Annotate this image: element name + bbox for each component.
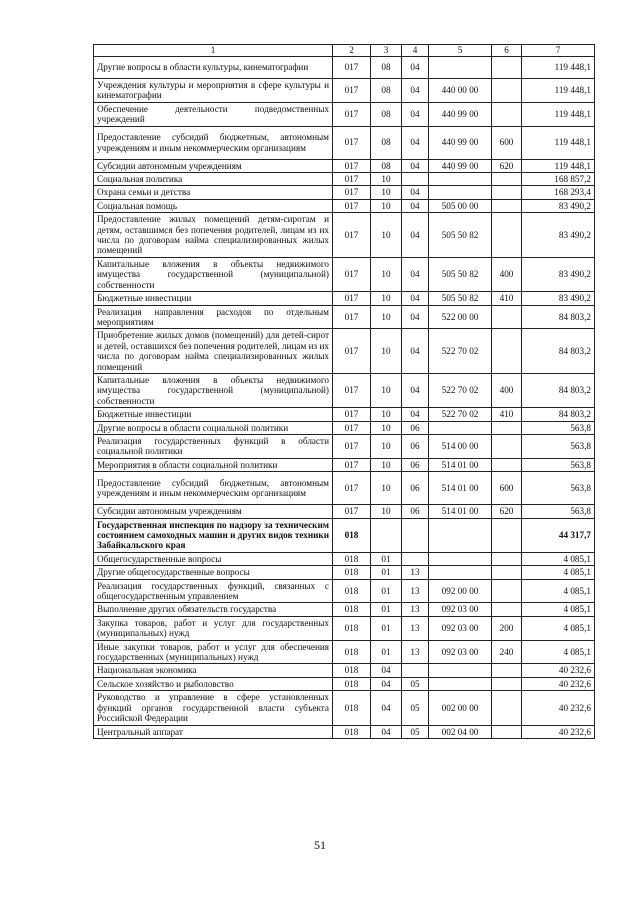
table-cell-admin: 017 bbox=[333, 472, 371, 505]
table-cell-subsection bbox=[402, 664, 429, 677]
table-cell-section: 01 bbox=[371, 603, 402, 616]
table-cell-subsection: 04 bbox=[402, 159, 429, 172]
table-row bbox=[94, 186, 595, 199]
table-cell-name: Бюджетные инвестиции bbox=[94, 408, 333, 421]
table-cell-amount: 119 448,1 bbox=[522, 57, 595, 79]
table-cell-amount: 83 490,2 bbox=[522, 257, 595, 291]
table-cell-amount: 119 448,1 bbox=[522, 126, 595, 159]
table-cell-name: Субсидии автономным учреждениям bbox=[94, 505, 333, 518]
table-cell-target bbox=[429, 566, 492, 579]
table-row bbox=[94, 677, 595, 690]
table-cell-subsection: 04 bbox=[402, 292, 429, 305]
table-cell-target: 092 03 00 bbox=[429, 616, 492, 640]
table-cell-subsection: 05 bbox=[402, 725, 429, 738]
table-cell-section: 10 bbox=[371, 458, 402, 471]
table-cell-expense-type bbox=[492, 79, 522, 103]
table-cell-subsection: 13 bbox=[402, 579, 429, 603]
table-cell-amount: 83 490,2 bbox=[522, 292, 595, 305]
table-cell-target: 514 01 00 bbox=[429, 505, 492, 518]
table-cell-name: Предоставление субсидий бюджетным, автономным учреждениям и иным некоммерческим организациям bbox=[94, 472, 333, 505]
table-cell-subsection: 13 bbox=[402, 566, 429, 579]
table-cell-target: 440 00 00 bbox=[429, 79, 492, 103]
table-cell-admin: 018 bbox=[333, 677, 371, 690]
table-cell-section: 10 bbox=[371, 257, 402, 291]
table-cell-amount: 168 293,4 bbox=[522, 186, 595, 199]
table-cell-target: 440 99 00 bbox=[429, 102, 492, 126]
table-cell-amount: 119 448,1 bbox=[522, 159, 595, 172]
table-cell-name: Социальная помощь bbox=[94, 199, 333, 212]
table-row bbox=[94, 173, 595, 186]
table-cell-amount: 44 317,7 bbox=[522, 518, 595, 552]
table-cell-section: 01 bbox=[371, 566, 402, 579]
table-cell-amount: 563,8 bbox=[522, 434, 595, 458]
table-cell-target bbox=[429, 421, 492, 434]
table-cell-subsection: 13 bbox=[402, 640, 429, 664]
table-cell-subsection: 04 bbox=[402, 213, 429, 258]
table-cell-target: 522 70 02 bbox=[429, 373, 492, 407]
table-row bbox=[94, 373, 595, 407]
table-cell-amount: 119 448,1 bbox=[522, 79, 595, 103]
header-col-4: 4 bbox=[402, 45, 429, 57]
table-cell-subsection: 04 bbox=[402, 79, 429, 103]
table-cell-target bbox=[429, 552, 492, 565]
table-row bbox=[94, 408, 595, 421]
table-cell-amount: 83 490,2 bbox=[522, 199, 595, 212]
table-cell-expense-type: 620 bbox=[492, 505, 522, 518]
table-cell-name: Выполнение других обязательств государства bbox=[94, 603, 333, 616]
table-cell-amount: 40 232,6 bbox=[522, 664, 595, 677]
table-cell-target: 092 00 00 bbox=[429, 579, 492, 603]
table-cell-expense-type: 620 bbox=[492, 159, 522, 172]
table-cell-name: Общегосударственные вопросы bbox=[94, 552, 333, 565]
table-cell-expense-type bbox=[492, 434, 522, 458]
table-cell-section: 10 bbox=[371, 173, 402, 186]
table-cell-name: Приобретение жилых домов (помещений) для детей-сирот и детей, оставшихся без попечения родителей, лицам из их числа по договорам найма специализированных жилых помещений bbox=[94, 329, 333, 374]
table-cell-admin: 018 bbox=[333, 725, 371, 738]
table-cell-amount: 4 085,1 bbox=[522, 566, 595, 579]
table-row bbox=[94, 421, 595, 434]
table-cell-expense-type: 240 bbox=[492, 640, 522, 664]
table-row bbox=[94, 518, 595, 552]
table-cell-subsection: 04 bbox=[402, 186, 429, 199]
table-cell-name: Учреждения культуры и мероприятия в сфере культуры и кинематографии bbox=[94, 79, 333, 103]
table-cell-admin: 017 bbox=[333, 173, 371, 186]
table-cell-name: Другие общегосударственные вопросы bbox=[94, 566, 333, 579]
table-cell-name: Субсидии автономным учреждениям bbox=[94, 159, 333, 172]
table-cell-admin: 018 bbox=[333, 579, 371, 603]
header-col-7: 7 bbox=[522, 45, 595, 57]
table-cell-admin: 017 bbox=[333, 186, 371, 199]
table-cell-admin: 017 bbox=[333, 292, 371, 305]
table-cell-section: 10 bbox=[371, 305, 402, 329]
table-cell-admin: 017 bbox=[333, 505, 371, 518]
table-cell-section: 04 bbox=[371, 691, 402, 725]
table-cell-subsection: 04 bbox=[402, 257, 429, 291]
table-cell-section: 01 bbox=[371, 579, 402, 603]
table-row bbox=[94, 566, 595, 579]
table-cell-target: 092 03 00 bbox=[429, 640, 492, 664]
table-cell-admin: 017 bbox=[333, 79, 371, 103]
table-cell-amount: 4 085,1 bbox=[522, 603, 595, 616]
table-row bbox=[94, 199, 595, 212]
table-row bbox=[94, 552, 595, 565]
table-cell-target: 440 99 00 bbox=[429, 126, 492, 159]
table-cell-admin: 017 bbox=[333, 434, 371, 458]
table-row bbox=[94, 329, 595, 374]
table-cell-section: 04 bbox=[371, 677, 402, 690]
table-cell-section: 08 bbox=[371, 126, 402, 159]
table-cell-name: Мероприятия в области социальной политики bbox=[94, 458, 333, 471]
table-cell-name: Предоставление жилых помещений детям-сиротам и детям, оставшимся без попечения родителей, лицам из их числа по договорам найма специализированных жилых помещений bbox=[94, 213, 333, 258]
table-row bbox=[94, 505, 595, 518]
table-cell-section: 10 bbox=[371, 434, 402, 458]
table-cell-target: 002 04 00 bbox=[429, 725, 492, 738]
table-cell-name: Иные закупки товаров, работ и услуг для обеспечения государственных (муниципальных) нужд bbox=[94, 640, 333, 664]
table-cell-expense-type: 200 bbox=[492, 616, 522, 640]
table-cell-admin: 017 bbox=[333, 373, 371, 407]
table-cell-section: 10 bbox=[371, 186, 402, 199]
table-cell-target: 002 00 00 bbox=[429, 691, 492, 725]
table-row bbox=[94, 725, 595, 738]
table-cell-name: Охрана семьи и детства bbox=[94, 186, 333, 199]
table-row bbox=[94, 691, 595, 725]
table-cell-amount: 168 857,2 bbox=[522, 173, 595, 186]
table-cell-section: 04 bbox=[371, 725, 402, 738]
table-cell-target bbox=[429, 57, 492, 79]
table-row bbox=[94, 159, 595, 172]
table-cell-expense-type: 410 bbox=[492, 292, 522, 305]
table-row bbox=[94, 664, 595, 677]
table-cell-admin: 017 bbox=[333, 329, 371, 374]
table-cell-subsection: 05 bbox=[402, 677, 429, 690]
header-col-6: 6 bbox=[492, 45, 522, 57]
table-cell-target bbox=[429, 173, 492, 186]
table-row bbox=[94, 305, 595, 329]
table-cell-name: Национальная экономика bbox=[94, 664, 333, 677]
table-cell-expense-type bbox=[492, 173, 522, 186]
table-cell-amount: 4 085,1 bbox=[522, 579, 595, 603]
table-cell-subsection: 04 bbox=[402, 373, 429, 407]
table-cell-amount: 40 232,6 bbox=[522, 677, 595, 690]
table-cell-admin: 017 bbox=[333, 102, 371, 126]
page-number: 51 bbox=[314, 838, 326, 852]
table-cell-admin: 017 bbox=[333, 126, 371, 159]
table-cell-admin: 017 bbox=[333, 199, 371, 212]
table-cell-expense-type bbox=[492, 579, 522, 603]
table-cell-amount: 40 232,6 bbox=[522, 691, 595, 725]
table-cell-expense-type bbox=[492, 603, 522, 616]
table-cell-section: 08 bbox=[371, 159, 402, 172]
table-cell-admin: 017 bbox=[333, 159, 371, 172]
table-cell-section: 10 bbox=[371, 472, 402, 505]
table-cell-admin: 017 bbox=[333, 57, 371, 79]
table-row bbox=[94, 102, 595, 126]
table-row bbox=[94, 579, 595, 603]
table-cell-target: 514 01 00 bbox=[429, 472, 492, 505]
table-cell-subsection: 04 bbox=[402, 126, 429, 159]
table-cell-expense-type bbox=[492, 458, 522, 471]
table-cell-amount: 4 085,1 bbox=[522, 552, 595, 565]
table-cell-section: 10 bbox=[371, 505, 402, 518]
table-cell-admin: 017 bbox=[333, 305, 371, 329]
table-cell-name: Сельское хозяйство и рыболовство bbox=[94, 677, 333, 690]
table-cell-subsection bbox=[402, 552, 429, 565]
header-col-5: 5 bbox=[429, 45, 492, 57]
table-cell-name: Руководство и управление в сфере установленных функций органов государственной власти субъекта Российской Федерации bbox=[94, 691, 333, 725]
table-cell-subsection: 04 bbox=[402, 102, 429, 126]
table-cell-subsection: 06 bbox=[402, 421, 429, 434]
table-cell-amount: 84 803,2 bbox=[522, 305, 595, 329]
table-cell-name: Реализация государственных функций в области социальной политики bbox=[94, 434, 333, 458]
table-cell-name: Центральный аппарат bbox=[94, 725, 333, 738]
table-cell-subsection bbox=[402, 173, 429, 186]
table-row bbox=[94, 57, 595, 79]
table-cell-name: Другие вопросы в области социальной политики bbox=[94, 421, 333, 434]
table-cell-target: 092 03 00 bbox=[429, 603, 492, 616]
table-cell-expense-type bbox=[492, 421, 522, 434]
header-col-1: 1 bbox=[94, 45, 333, 57]
table-row bbox=[94, 640, 595, 664]
table-cell-section: 10 bbox=[371, 421, 402, 434]
table-cell-amount: 563,8 bbox=[522, 505, 595, 518]
table-cell-expense-type bbox=[492, 552, 522, 565]
table-cell-section: 10 bbox=[371, 408, 402, 421]
table-cell-expense-type bbox=[492, 305, 522, 329]
table-cell-admin: 017 bbox=[333, 257, 371, 291]
table-cell-subsection: 06 bbox=[402, 434, 429, 458]
table-cell-target: 505 50 82 bbox=[429, 213, 492, 258]
table-cell-target bbox=[429, 677, 492, 690]
table-cell-admin: 018 bbox=[333, 552, 371, 565]
table-cell-expense-type bbox=[492, 57, 522, 79]
table-cell-subsection: 04 bbox=[402, 199, 429, 212]
table-cell-name: Капитальные вложения в объекты недвижимого имущества государственной (муниципальной) собственности bbox=[94, 373, 333, 407]
table-cell-expense-type bbox=[492, 677, 522, 690]
table-cell-amount: 4 085,1 bbox=[522, 616, 595, 640]
table-cell-expense-type bbox=[492, 186, 522, 199]
table-cell-target: 522 70 02 bbox=[429, 408, 492, 421]
table-row bbox=[94, 472, 595, 505]
table-row bbox=[94, 79, 595, 103]
table-row bbox=[94, 458, 595, 471]
table-cell-expense-type: 410 bbox=[492, 408, 522, 421]
table-cell-section: 10 bbox=[371, 199, 402, 212]
table-cell-name: Социальная политика bbox=[94, 173, 333, 186]
table-cell-admin: 017 bbox=[333, 213, 371, 258]
table-cell-section: 08 bbox=[371, 102, 402, 126]
table-cell-name: Обеспечение деятельности подведомственных учреждений bbox=[94, 102, 333, 126]
table-cell-expense-type: 600 bbox=[492, 126, 522, 159]
table-cell-expense-type bbox=[492, 725, 522, 738]
table-cell-name: Государственная инспекция по надзору за техническим состоянием самоходных машин и других видов техники Забайкальского края bbox=[94, 518, 333, 552]
table-cell-section: 10 bbox=[371, 373, 402, 407]
table-cell-section: 01 bbox=[371, 640, 402, 664]
table-cell-section: 10 bbox=[371, 292, 402, 305]
table-cell-subsection: 05 bbox=[402, 691, 429, 725]
table-cell-target: 514 01 00 bbox=[429, 458, 492, 471]
table-cell-section bbox=[371, 518, 402, 552]
table-cell-target: 440 99 00 bbox=[429, 159, 492, 172]
table-cell-name: Реализация государственных функций, связанных с общегосударственным управлением bbox=[94, 579, 333, 603]
table-cell-expense-type bbox=[492, 566, 522, 579]
table-cell-expense-type: 600 bbox=[492, 472, 522, 505]
table-cell-section: 04 bbox=[371, 664, 402, 677]
table-cell-admin: 018 bbox=[333, 603, 371, 616]
table-cell-amount: 84 803,2 bbox=[522, 329, 595, 374]
table-row bbox=[94, 257, 595, 291]
table-cell-subsection: 04 bbox=[402, 57, 429, 79]
table-cell-target bbox=[429, 186, 492, 199]
table-row bbox=[94, 126, 595, 159]
table-header-row bbox=[94, 45, 595, 57]
table-cell-amount: 119 448,1 bbox=[522, 102, 595, 126]
table-cell-admin: 018 bbox=[333, 566, 371, 579]
table-row bbox=[94, 616, 595, 640]
table-row bbox=[94, 213, 595, 258]
header-col-3: 3 bbox=[371, 45, 402, 57]
table-cell-expense-type bbox=[492, 102, 522, 126]
table-cell-subsection: 06 bbox=[402, 458, 429, 471]
header-col-2: 2 bbox=[333, 45, 371, 57]
table-cell-amount: 40 232,6 bbox=[522, 725, 595, 738]
table-cell-admin: 018 bbox=[333, 640, 371, 664]
table-cell-subsection: 04 bbox=[402, 329, 429, 374]
table-cell-name: Капитальные вложения в объекты недвижимого имущества государственной (муниципальной) собственности bbox=[94, 257, 333, 291]
table-cell-admin: 018 bbox=[333, 691, 371, 725]
table-cell-target: 505 50 82 bbox=[429, 292, 492, 305]
table-cell-expense-type bbox=[492, 518, 522, 552]
table-cell-section: 08 bbox=[371, 57, 402, 79]
table-cell-section: 10 bbox=[371, 213, 402, 258]
table-cell-expense-type: 400 bbox=[492, 373, 522, 407]
table-row bbox=[94, 434, 595, 458]
table-cell-expense-type bbox=[492, 329, 522, 374]
table-cell-admin: 017 bbox=[333, 408, 371, 421]
table-cell-amount: 563,8 bbox=[522, 458, 595, 471]
budget-table bbox=[93, 44, 595, 739]
table-cell-name: Другие вопросы в области культуры, кинематографии bbox=[94, 57, 333, 79]
table-cell-target: 514 00 00 bbox=[429, 434, 492, 458]
table-cell-amount: 563,8 bbox=[522, 472, 595, 505]
table-cell-admin: 018 bbox=[333, 518, 371, 552]
table-cell-target: 522 00 00 bbox=[429, 305, 492, 329]
table-cell-subsection: 04 bbox=[402, 408, 429, 421]
table-cell-amount: 563,8 bbox=[522, 421, 595, 434]
table-row bbox=[94, 603, 595, 616]
table-cell-expense-type bbox=[492, 664, 522, 677]
table-cell-expense-type bbox=[492, 213, 522, 258]
table-cell-section: 08 bbox=[371, 79, 402, 103]
table-cell-amount: 84 803,2 bbox=[522, 373, 595, 407]
table-cell-amount: 83 490,2 bbox=[522, 213, 595, 258]
table-cell-subsection bbox=[402, 518, 429, 552]
table-cell-target bbox=[429, 518, 492, 552]
table-cell-subsection: 06 bbox=[402, 472, 429, 505]
table-cell-admin: 017 bbox=[333, 458, 371, 471]
table-cell-expense-type bbox=[492, 691, 522, 725]
table-cell-name: Закупка товаров, работ и услуг для государственных (муниципальных) нужд bbox=[94, 616, 333, 640]
table-cell-subsection: 13 bbox=[402, 616, 429, 640]
table-cell-admin: 018 bbox=[333, 616, 371, 640]
table-row bbox=[94, 292, 595, 305]
table-cell-target bbox=[429, 664, 492, 677]
table-cell-amount: 4 085,1 bbox=[522, 640, 595, 664]
table-cell-subsection: 06 bbox=[402, 505, 429, 518]
table-cell-admin: 018 bbox=[333, 664, 371, 677]
table-cell-name: Предоставление субсидий бюджетным, автономным учреждениям и иным некоммерческим организациям bbox=[94, 126, 333, 159]
table-cell-admin: 017 bbox=[333, 421, 371, 434]
table-cell-amount: 84 803,2 bbox=[522, 408, 595, 421]
table-cell-name: Реализация направления расходов по отдельным мероприятиям bbox=[94, 305, 333, 329]
table-cell-expense-type bbox=[492, 199, 522, 212]
table-cell-target: 522 70 02 bbox=[429, 329, 492, 374]
table-cell-expense-type: 400 bbox=[492, 257, 522, 291]
table-cell-section: 01 bbox=[371, 552, 402, 565]
table-cell-target: 505 00 00 bbox=[429, 199, 492, 212]
table-cell-subsection: 04 bbox=[402, 305, 429, 329]
table-cell-section: 01 bbox=[371, 616, 402, 640]
table-cell-name: Бюджетные инвестиции bbox=[94, 292, 333, 305]
table-cell-target: 505 50 82 bbox=[429, 257, 492, 291]
table-cell-subsection: 13 bbox=[402, 603, 429, 616]
table-cell-section: 10 bbox=[371, 329, 402, 374]
